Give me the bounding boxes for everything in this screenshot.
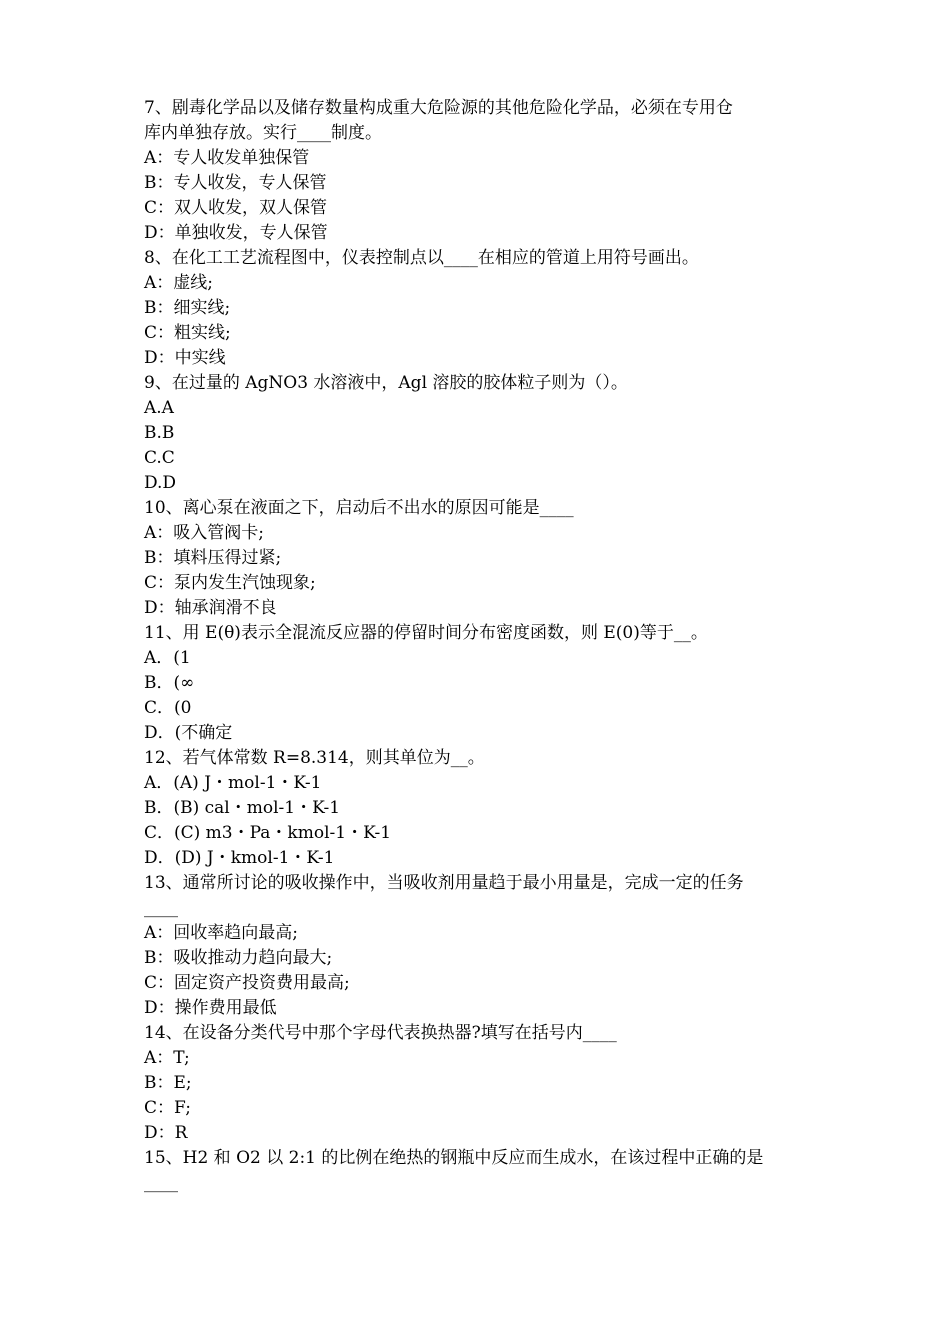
q10-option-c: C：泵内发生汽蚀现象; bbox=[144, 573, 316, 593]
q7-option-b: B：专人收发，专人保管 bbox=[144, 173, 327, 193]
q12-option-a: A．(A) J・mol-1・K-1 bbox=[144, 773, 322, 793]
q9-option-b: B.B bbox=[144, 423, 175, 443]
q7-stem-line1: 7、剧毒化学品以及储存数量构成重大危险源的其他危险化学品，必须在专用仓 bbox=[144, 98, 733, 118]
q14-option-b: B：E; bbox=[144, 1073, 192, 1093]
q9-option-d: D.D bbox=[144, 473, 177, 493]
q14-option-c: C：F; bbox=[144, 1098, 191, 1118]
q14-option-a: A：T; bbox=[144, 1048, 190, 1068]
q11-option-c: C．(0 bbox=[144, 698, 192, 718]
q10-option-b: B：填料压得过紧; bbox=[144, 548, 282, 568]
q12-option-c: C．(C) m3・Pa・kmol-1・K-1 bbox=[144, 823, 392, 843]
q10-option-d: D：轴承润滑不良 bbox=[144, 598, 277, 618]
document-page bbox=[144, 96, 814, 1196]
q9-option-a: A.A bbox=[144, 398, 174, 418]
q7-option-d: D：单独收发，专人保管 bbox=[144, 223, 328, 243]
q9-option-c: C.C bbox=[144, 448, 175, 468]
q8-option-c: C：粗实线; bbox=[144, 323, 231, 343]
q9-stem: 9、在过量的 AgNO3 水溶液中，Agl 溶胶的胶体粒子则为（）。 bbox=[144, 373, 628, 393]
q10-option-a: A：吸入管阀卡; bbox=[144, 523, 265, 543]
q10-stem: 10、离心泵在液面之下，启动后不出水的原因可能是____ bbox=[144, 498, 574, 518]
q8-option-a: A：虚线; bbox=[144, 273, 214, 293]
q8-stem: 8、在化工工艺流程图中，仪表控制点以____在相应的管道上用符号画出。 bbox=[144, 248, 699, 268]
q13-option-b: B：吸收推动力趋向最大; bbox=[144, 948, 333, 968]
q14-option-d: D：R bbox=[144, 1123, 188, 1143]
q7-option-c: C：双人收发，双人保管 bbox=[144, 198, 328, 218]
q13-stem-line2: ____ bbox=[144, 898, 178, 918]
q13-option-c: C：固定资产投资费用最高; bbox=[144, 973, 350, 993]
q15-stem-line2: ____ bbox=[144, 1173, 178, 1193]
q13-option-a: A：回收率趋向最高; bbox=[144, 923, 299, 943]
q11-option-d: D．(不确定 bbox=[144, 723, 233, 743]
q8-option-b: B：细实线; bbox=[144, 298, 231, 318]
q11-stem: 11、用 E(θ)表示全混流反应器的停留时间分布密度函数，则 E(0)等于__。 bbox=[144, 623, 708, 643]
q13-option-d: D：操作费用最低 bbox=[144, 998, 277, 1018]
q12-option-b: B．(B) cal・mol-1・K-1 bbox=[144, 798, 341, 818]
q7-option-a: A：专人收发单独保管 bbox=[144, 148, 310, 168]
q12-stem: 12、若气体常数 R=8.314，则其单位为__。 bbox=[144, 748, 485, 768]
q15-stem-line1: 15、H2 和 O2 以 2:1 的比例在绝热的钢瓶中反应而生成水，在该过程中正确的是 bbox=[144, 1148, 764, 1168]
q12-option-d: D．(D) J・kmol-1・K-1 bbox=[144, 848, 335, 868]
q13-stem-line1: 13、通常所讨论的吸收操作中，当吸收剂用量趋于最小用量是，完成一定的任务 bbox=[144, 873, 744, 893]
q14-stem: 14、在设备分类代号中那个字母代表换热器?填写在括号内____ bbox=[144, 1023, 617, 1043]
q7-stem-line2: 库内单独存放。实行____制度。 bbox=[144, 123, 382, 143]
q8-option-d: D：中实线 bbox=[144, 348, 226, 368]
q11-option-a: A．(1 bbox=[144, 648, 191, 668]
q11-option-b: B．(∞ bbox=[144, 673, 195, 693]
